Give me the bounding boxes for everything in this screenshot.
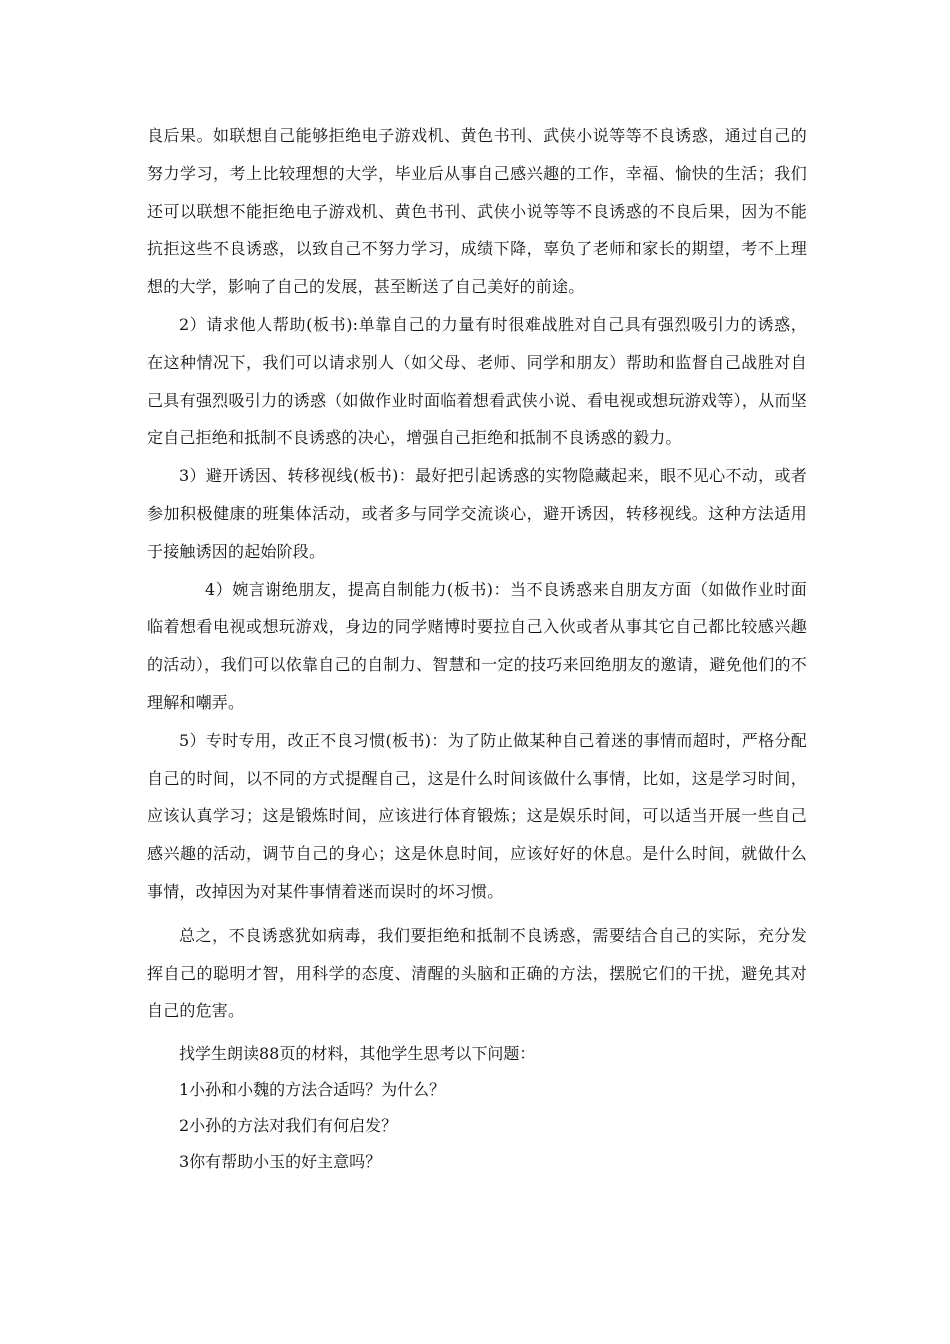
question-item: 3你有帮助小玉的好主意吗？: [179, 1152, 382, 1172]
paragraph-decline-friends: 4）婉言谢绝朋友，提高自制能力(板书)：当不良诱惑来自朋友方面（如做作业时面临着想看电视或想玩游戏，身边的同学赌博时要拉自己入伙或者从事其它自己都比较感兴趣的活动），我们可以依靠自己的自制力、智慧和一定的技巧来回绝朋友的邀请，避免他们的不理解和嘲弄。: [147, 579, 807, 712]
paragraph-consequences: 良后果。如联想自己能够拒绝电子游戏机、黄色书刊、武侠小说等等不良诱惑，通过自己的努力学习，考上比较理想的大学，毕业后从事自己感兴趣的工作，幸福、愉快的生活；我们还可以联想不能拒绝电子游戏机、黄色书刊、武侠小说等等不良诱惑的不良后果，因为不能抗拒这些不良诱惑，以致自己不努力学习，成绩下降，辜负了老师和家长的期望，考不上理想的大学，影响了自己的发展，甚至断送了自己美好的前途。: [147, 126, 807, 297]
reading-instruction: 找学生朗读88页的材料，其他学生思考以下问题：: [179, 1044, 536, 1064]
document-body: [147, 117, 807, 1180]
paragraph-summary: 总之，不良诱惑犹如病毒，我们要拒绝和抵制不良诱惑，需要结合自己的实际，充分发挥自己的聪明才智，用科学的态度、清醒的头脑和正确的方法，摆脱它们的干扰，避免其对自己的危害。: [147, 925, 807, 1021]
paragraph-avoid-temptation: 3）避开诱因、转移视线(板书)：最好把引起诱惑的实物隐藏起来，眼不见心不动，或者参加积极健康的班集体活动，或者多与同学交流谈心，避开诱因，转移视线。这种方法适用于接触诱因的起始阶段。: [147, 466, 807, 561]
paragraph-ask-for-help: 2）请求他人帮助(板书):单靠自己的力量有时很难战胜对自己具有强烈吸引力的诱惑，在这种情况下，我们可以请求别人（如父母、老师、同学和朋友）帮助和监督自己战胜对自己具有强烈吸引力的诱惑（如做作业时面临着想看武侠小说、看电视或想玩游戏等），从而坚定自己拒绝和抵制不良诱惑的决心，增强自己拒绝和抵制不良诱惑的毅力。: [147, 314, 807, 448]
question-item: 2小孙的方法对我们有何启发？: [179, 1116, 398, 1136]
paragraph-time-management: 5）专时专用，改正不良习惯(板书)：为了防止做某种自己着迷的事情而超时，严格分配自己的时间，以不同的方式提醒自己，这是什么时间该做什么事情，比如，这是学习时间，应该认真学习；这是锻炼时间，应该进行体育锻炼；这是娱乐时间，可以适当开展一些自己感兴趣的活动，调节自己的身心；这是休息时间，应该好好的休息。是什么时间，就做什么事情，改掉因为对某件事情着迷而误时的坏习惯。: [147, 730, 807, 901]
question-item: 1小孙和小魏的方法合适吗？为什么？: [179, 1080, 446, 1100]
